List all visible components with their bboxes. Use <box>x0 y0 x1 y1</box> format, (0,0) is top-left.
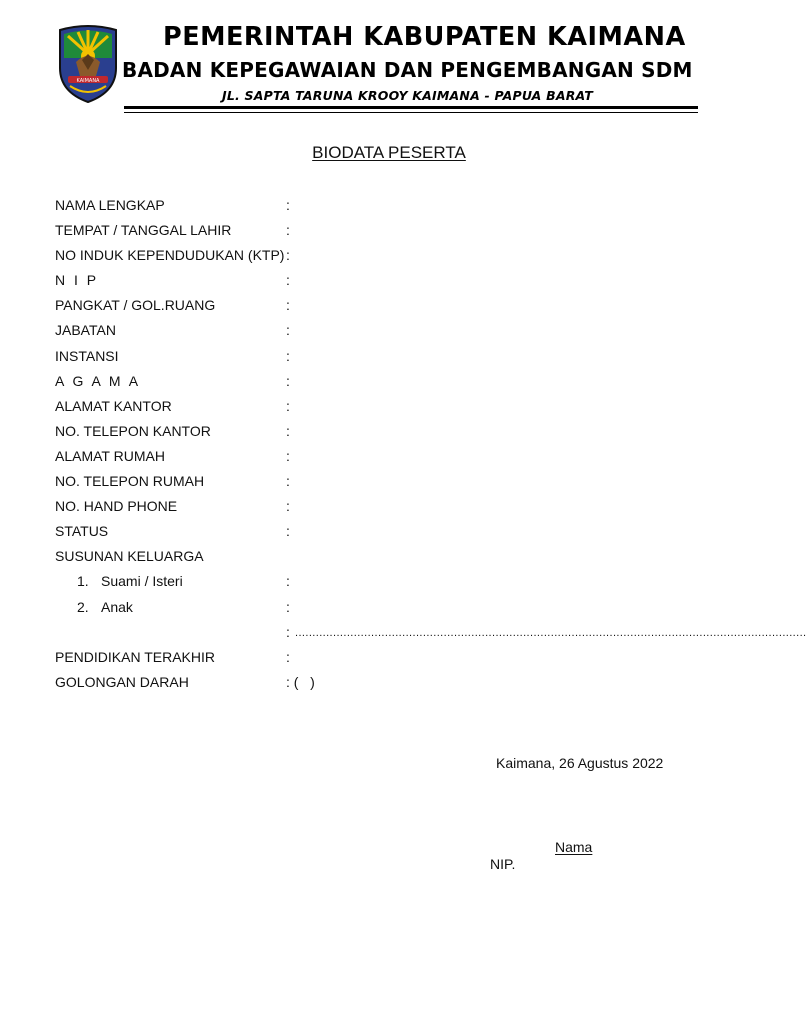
field-separator: : <box>286 648 290 665</box>
dotted-fill-line: .................................................................................................................................................... <box>295 626 807 639</box>
letterhead-address: JL. SAPTA TARUNA KROOY KAIMANA - PAPUA BARAT <box>222 88 593 103</box>
field-row <box>55 497 735 522</box>
field-row <box>55 221 735 246</box>
field-separator: : <box>286 473 290 490</box>
field-label: N I P <box>55 272 99 289</box>
field-label: A G A M A <box>55 372 141 389</box>
field-row <box>55 673 735 698</box>
field-separator: : <box>286 623 290 640</box>
field-label: INSTANSI <box>55 347 119 364</box>
field-row <box>55 372 735 397</box>
field-row <box>55 271 735 296</box>
field-separator: : <box>286 523 290 540</box>
field-separator: : ( ) <box>286 673 315 690</box>
field-row <box>55 347 735 372</box>
field-separator: : <box>286 573 290 590</box>
field-separator: : <box>286 447 290 464</box>
field-separator: : <box>286 422 290 439</box>
letterhead-rule-thin <box>124 112 698 113</box>
field-label: NO. HAND PHONE <box>55 498 178 515</box>
field-separator: : <box>286 372 290 389</box>
field-separator: : <box>286 272 290 289</box>
document-title: BIODATA PESERTA <box>312 143 466 162</box>
field-row <box>55 447 735 472</box>
family-number: 1. <box>77 573 89 590</box>
field-row <box>55 648 735 673</box>
field-label: STATUS <box>55 523 109 540</box>
family-label: Anak <box>101 598 133 615</box>
place-and-date: Kaimana, 26 Agustus 2022 <box>496 755 664 771</box>
field-row <box>55 472 735 497</box>
biodata-fields <box>55 196 807 698</box>
field-label: NAMA LENGKAP <box>55 197 165 213</box>
field-label: PANGKAT / GOL.RUANG <box>55 297 216 314</box>
regency-crest-icon <box>56 24 120 104</box>
field-row <box>55 397 735 422</box>
family-row <box>55 598 735 623</box>
field-label: TEMPAT / TANGGAL LAHIR <box>55 222 232 239</box>
field-label: ALAMAT RUMAH <box>55 447 165 464</box>
field-row <box>55 547 735 572</box>
family-extra-row <box>55 623 807 648</box>
field-separator: : <box>286 347 290 364</box>
signatory-name: Nama <box>555 839 593 855</box>
field-row <box>55 196 735 221</box>
field-separator: : <box>286 222 290 239</box>
field-separator: : <box>286 598 290 615</box>
letterhead-rule-thick <box>124 106 698 109</box>
field-label: PENDIDIKAN TERAKHIR <box>55 648 215 665</box>
field-label: JABATAN <box>55 322 116 339</box>
crest-banner-text: KAIMANA <box>76 77 100 84</box>
field-row <box>55 321 735 346</box>
field-label: NO INDUK KEPENDUDUKAN (KTP) <box>55 247 285 264</box>
field-separator: : <box>286 397 290 414</box>
field-separator: : <box>286 297 290 314</box>
field-label: SUSUNAN KELUARGA <box>55 548 204 565</box>
field-label: NO. TELEPON KANTOR <box>55 422 211 439</box>
field-row <box>55 296 735 321</box>
field-row <box>55 246 735 271</box>
signatory-nip: NIP. <box>490 856 516 872</box>
field-row <box>55 422 735 447</box>
field-label: GOLONGAN DARAH <box>55 673 189 690</box>
family-number: 2. <box>77 598 89 615</box>
field-label: ALAMAT KANTOR <box>55 397 172 414</box>
field-separator: : <box>286 197 290 213</box>
field-label: NO. TELEPON RUMAH <box>55 473 205 490</box>
field-separator: : <box>286 322 290 339</box>
family-label: Suami / Isteri <box>101 573 183 590</box>
family-row <box>55 572 735 597</box>
letterhead-line-2: BADAN KEPEGAWAIAN DAN PENGEMBANGAN SDM <box>122 58 693 82</box>
field-row <box>55 522 735 547</box>
field-separator: : <box>286 498 290 515</box>
letterhead-line-1: PEMERINTAH KABUPATEN KAIMANA <box>163 22 686 52</box>
field-separator: : <box>286 247 290 264</box>
